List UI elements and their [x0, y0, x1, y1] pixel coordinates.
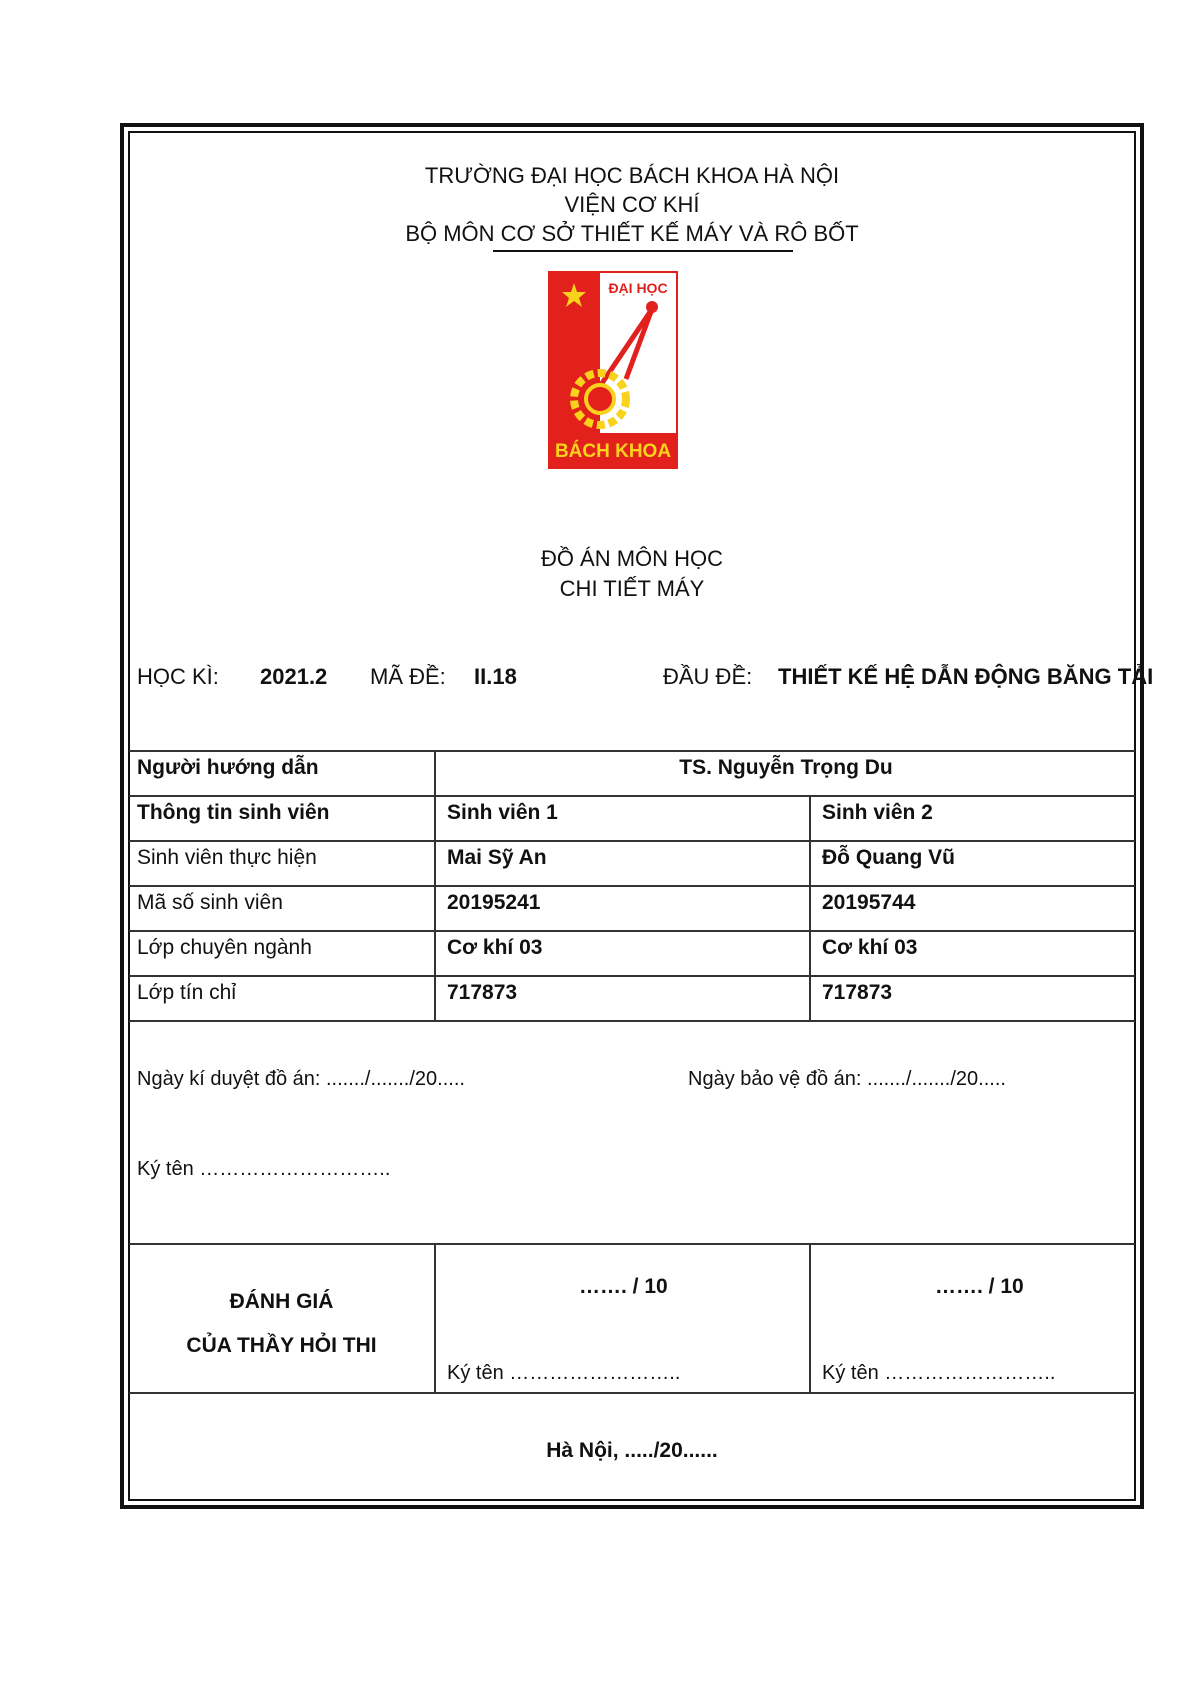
- section-line: [129, 1392, 1135, 1394]
- student2-credit-class: 717873: [822, 981, 893, 1004]
- section-line: [809, 1243, 811, 1392]
- approval-signature: Ký tên ………………………..: [137, 1158, 391, 1180]
- code-label: MÃ ĐỀ:: [370, 664, 446, 689]
- logo-bottom-text: BÁCH KHOA: [554, 441, 672, 462]
- row-label: Sinh viên thực hiện: [137, 846, 317, 869]
- student2-major-class: Cơ khí 03: [822, 936, 918, 959]
- university-logo: [548, 271, 678, 469]
- student2-name: Đỗ Quang Vũ: [822, 846, 955, 869]
- student1-id: 20195241: [447, 891, 541, 914]
- university-name: TRƯỜNG ĐẠI HỌC BÁCH KHOA HÀ NỘI: [424, 163, 840, 188]
- table-line: [434, 750, 436, 1020]
- student1-header: Sinh viên 1: [447, 801, 558, 824]
- student2-id: 20195744: [822, 891, 916, 914]
- table-line: [809, 795, 811, 1020]
- student1-major-class: Cơ khí 03: [447, 936, 543, 959]
- score-student2: ……. / 10: [935, 1275, 1024, 1298]
- section-line: [129, 1243, 1135, 1245]
- supervisor-name: TS. Nguyễn Trọng Du: [679, 756, 893, 779]
- student2-header: Sinh viên 2: [822, 801, 933, 824]
- score-student1: ……. / 10: [579, 1275, 668, 1298]
- document-subtitle: CHI TIẾT MÁY: [559, 576, 705, 601]
- table-line: [129, 885, 1135, 887]
- semester-label: HỌC KÌ:: [137, 664, 219, 689]
- student1-credit-class: 717873: [447, 981, 518, 1004]
- examiner-signature-1: Ký tên ……………………..: [447, 1362, 681, 1384]
- code-value: II.18: [474, 664, 517, 689]
- table-line: [129, 840, 1135, 842]
- place-date: Hà Nội, ...../20......: [546, 1439, 718, 1462]
- evaluation-label-sub: CỦA THẦY HỎI THI: [186, 1334, 377, 1357]
- topic-value: THIẾT KẾ HỆ DẪN ĐỘNG BĂNG TẢI: [778, 664, 1154, 689]
- department-name: BỘ MÔN CƠ SỞ THIẾT KẾ MÁY VÀ RÔ BỐT: [405, 221, 859, 246]
- row-label: Lớp chuyên ngành: [137, 936, 312, 959]
- approval-date: Ngày kí duyệt đồ án: ......./......./20.....: [137, 1068, 465, 1090]
- section-line: [434, 1243, 436, 1392]
- semester-value: 2021.2: [260, 664, 328, 689]
- topic-label: ĐẦU ĐỀ:: [663, 664, 753, 689]
- examiner-signature-2: Ký tên ……………………..: [822, 1362, 1056, 1384]
- table-line: [129, 930, 1135, 932]
- table-line: [129, 1020, 1135, 1022]
- row-label: Lớp tín chỉ: [137, 981, 236, 1004]
- table-line: [129, 795, 1135, 797]
- table-line: [129, 975, 1135, 977]
- defense-date: Ngày bảo vệ đồ án: ......./......./20.....: [688, 1068, 1006, 1090]
- document-title: ĐỒ ÁN MÔN HỌC: [540, 546, 724, 571]
- supervisor-label: Người hướng dẫn: [137, 756, 319, 779]
- institute-name: VIỆN CƠ KHÍ: [564, 192, 700, 217]
- department-underline: [493, 250, 793, 252]
- logo-top-text: ĐẠI HỌC: [608, 280, 668, 296]
- bach-khoa-logo-icon: [548, 271, 678, 469]
- student-info-label: Thông tin sinh viên: [137, 801, 330, 824]
- student1-name: Mai Sỹ An: [447, 846, 547, 869]
- row-label: Mã số sinh viên: [137, 891, 283, 914]
- evaluation-label: ĐÁNH GIÁ: [229, 1290, 334, 1313]
- table-line: [129, 750, 1135, 752]
